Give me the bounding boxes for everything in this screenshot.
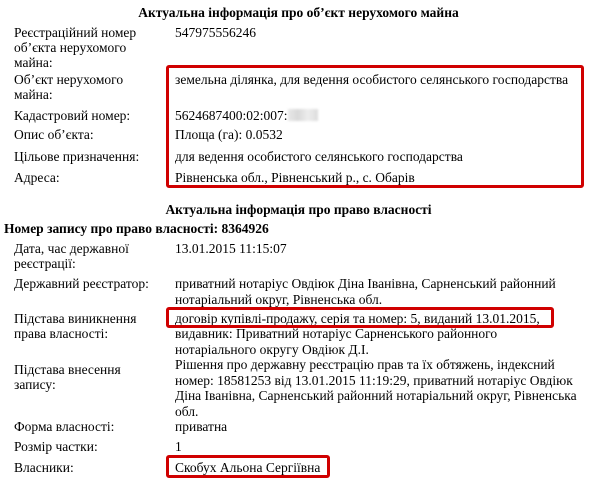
ownership-basis-label: Підстава виникнення права власності: [14, 311, 137, 341]
cadastral-number-row [175, 108, 593, 124]
object-section-title: Актуальна інформація про об’єкт нерухомого майна [138, 5, 459, 20]
ownership-basis-value-rest: видавник: Приватний нотаріус Сарненського районного нотаріального округу Овдіюк Д.І. [175, 326, 498, 357]
redacted-block [288, 109, 318, 121]
description-value: Площа (га): 0.0532 [175, 127, 283, 142]
owners-label: Власники: [14, 460, 74, 475]
registration-number-value: 547975556246 [175, 25, 256, 40]
cadastral-number-value: 5624687400:02:007: [175, 108, 288, 123]
registration-date-label: Дата, час державної реєстрації: [14, 241, 129, 271]
address-value: Рівненська обл., Рівненський р., с. Обарів [175, 170, 415, 185]
registrar-label: Державний реєстратор: [14, 276, 149, 291]
ownership-form-value: приватна [175, 419, 228, 434]
purpose-label: Цільове призначення: [14, 149, 140, 164]
object-type-value: земельна ділянка, для ведення особистого селянського господарства [175, 72, 569, 87]
share-size-value: 1 [175, 439, 182, 454]
purpose-value: для ведення особистого селянського господарства [175, 149, 463, 164]
registrar-value: приватний нотаріус Овдіюк Діна Іванівна, Сарненський районний нотаріальний округ, Рівненська обл. [175, 276, 556, 307]
description-label: Опис об’єкта: [14, 127, 94, 142]
ownership-basis-value-line1: договір купівлі-продажу, серія та номер: 5, виданий 13.01.2015, [175, 311, 540, 326]
share-size-label: Розмір частки: [14, 439, 98, 454]
record-basis-value: Рішення про державну реєстрацію прав та їх обтяжень, індексний номер: 18581253 від 13.01.2015 11:19:29, приватний нотаріус Овдіюк Діна Іванівна, Сарненський районний нотаріальний округ, Рівненська обл. [175, 357, 577, 419]
object-type-label: Об’єкт нерухомого майна: [14, 72, 124, 102]
registration-date-value: 13.01.2015 11:15:07 [175, 241, 287, 256]
ownership-form-label: Форма власності: [14, 419, 115, 434]
record-basis-label: Підстава внесення запису: [14, 362, 121, 392]
cadastral-number-label: Кадастровий номер: [14, 108, 131, 123]
registration-number-label: Реєстраційний номер об’єкта нерухомого майна: [14, 25, 137, 70]
ownership-section-title: Актуальна інформація про право власності [165, 202, 432, 217]
owners-value: Скобух Альона Сергіївна [175, 460, 321, 475]
ownership-record-title: Номер запису про право власності: 8364926 [4, 221, 269, 236]
address-label: Адреса: [14, 170, 60, 185]
